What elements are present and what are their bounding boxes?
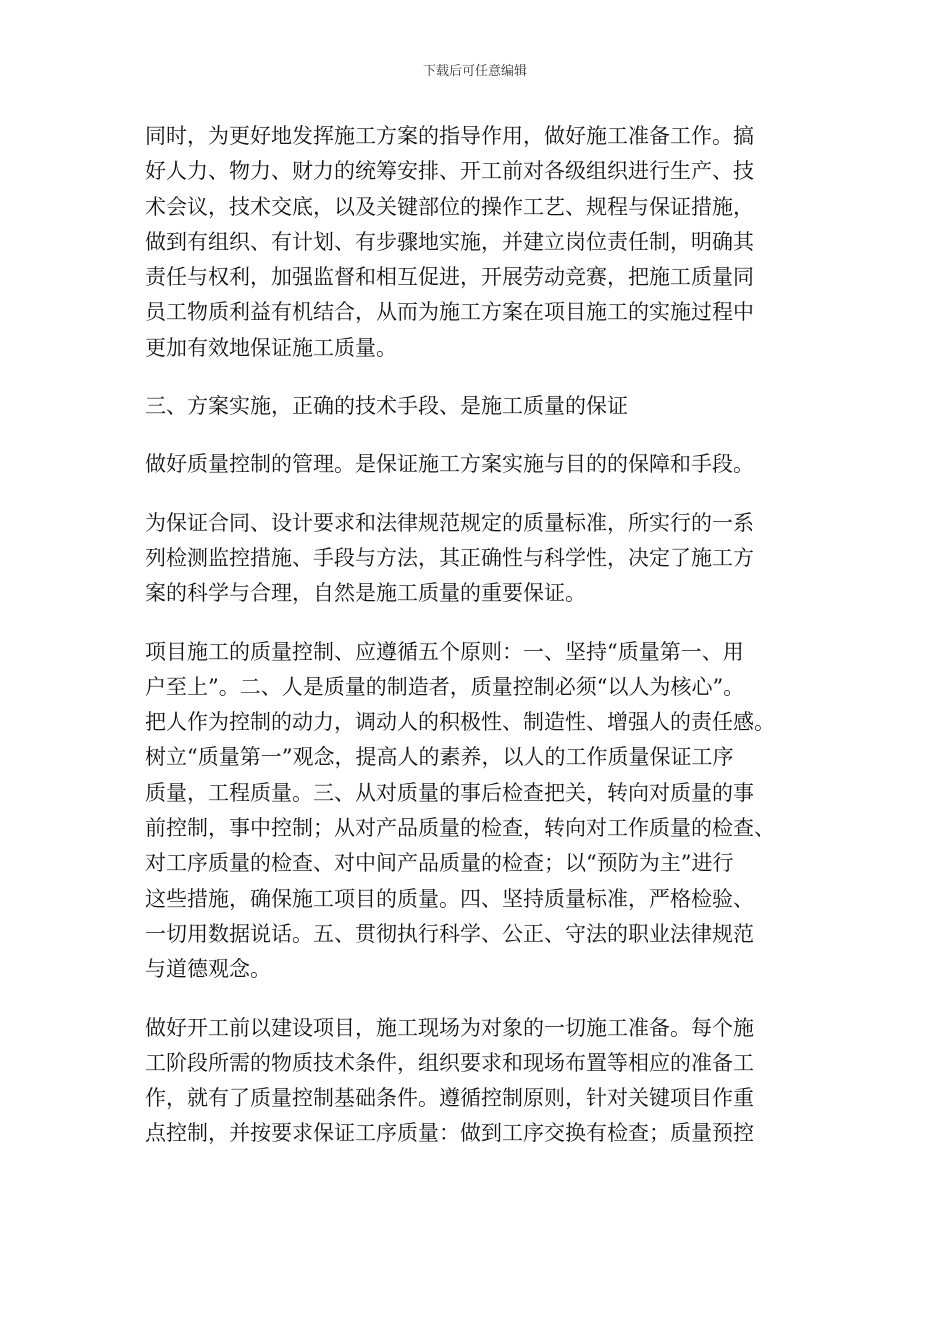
text-line: 质量，工程质量。三、从对质量的事后检查把关，转向对质量的事 [145, 780, 754, 805]
text-line: 案的科学与合理，自然是施工质量的重要保证。 [145, 581, 586, 606]
text-line: 树立“质量第一”观念，提高人的素养，以人的工作质量保证工序 [145, 745, 734, 770]
text-line: 列检测监控措施、手段与方法，其正确性与科学性，决定了施工方 [145, 545, 754, 570]
text-line: 与道德观念。 [145, 957, 271, 982]
text-line: 三、方案实施，正确的技术手段、是施工质量的保证 [145, 394, 628, 419]
paragraph-quality-control-management [145, 447, 810, 482]
text-line: 把人作为控制的动力，调动人的积极性、制造性、增强人的责任感。 [145, 710, 775, 735]
text-line: 这些措施，确保施工项目的质量。四、坚持质量标准，严格检验、 [145, 886, 754, 911]
page-header [0, 64, 950, 80]
text-line: 点控制，并按要求保证工序质量：做到工序交换有检查；质量预控 [145, 1121, 754, 1146]
paragraph-preconstruction-preparation [145, 1011, 810, 1152]
text-line: 好人力、物力、财力的统筹安排、开工前对各级组织进行生产、技 [145, 159, 754, 184]
text-line: 更加有效地保证施工质量。 [145, 335, 397, 360]
text-line: 做到有组织、有计划、有步骤地实施，并建立岗位责任制，明确其 [145, 229, 754, 254]
text-line: 责任与权利，加强监督和相互促进，开展劳动竞赛，把施工质量同 [145, 265, 754, 290]
paragraph-five-principles [145, 635, 810, 988]
text-line: 项目施工的质量控制、应遵循五个原则：一、坚持“质量第一、用 [145, 639, 744, 664]
text-line: 工阶段所需的物质技术条件，组织要求和现场布置等相应的准备工 [145, 1050, 754, 1075]
text-line: 户至上”。二、人是质量的制造者，质量控制必须“以人为核心”。 [145, 674, 745, 699]
text-line: 前控制，事中控制；从对产品质量的检查，转向对工作质量的检查、 [145, 816, 775, 841]
paragraph-quality-standards [145, 506, 810, 612]
text-line: 做好质量控制的管理。是保证施工方案实施与目的的保障和手段。 [145, 452, 754, 477]
document-body [145, 119, 810, 1175]
text-line: 一切用数据说话。五、贯彻执行科学、公正、守法的职业法律规范 [145, 921, 754, 946]
header-text: 下载后可任意编辑 [422, 64, 527, 79]
paragraph-construction-preparation [145, 119, 810, 366]
text-line: 同时，为更好地发挥施工方案的指导作用，做好施工准备工作。搞 [145, 124, 754, 148]
text-line: 为保证合同、设计要求和法律规范规定的质量标准，所实行的一系 [145, 510, 754, 535]
text-line: 员工物质利益有机结合，从而为施工方案在项目施工的实施过程中 [145, 300, 754, 325]
section-heading [145, 389, 810, 424]
text-line: 做好开工前以建设项目，施工现场为对象的一切施工准备。每个施 [145, 1015, 754, 1040]
text-line: 对工序质量的检查、对中间产品质量的检查；以“预防为主”进行 [145, 851, 734, 876]
text-line: 作，就有了质量控制基础条件。遵循控制原则，针对关键项目作重 [145, 1086, 754, 1111]
text-line: 术会议，技术交底，以及关键部位的操作工艺、规程与保证措施， [145, 194, 754, 219]
